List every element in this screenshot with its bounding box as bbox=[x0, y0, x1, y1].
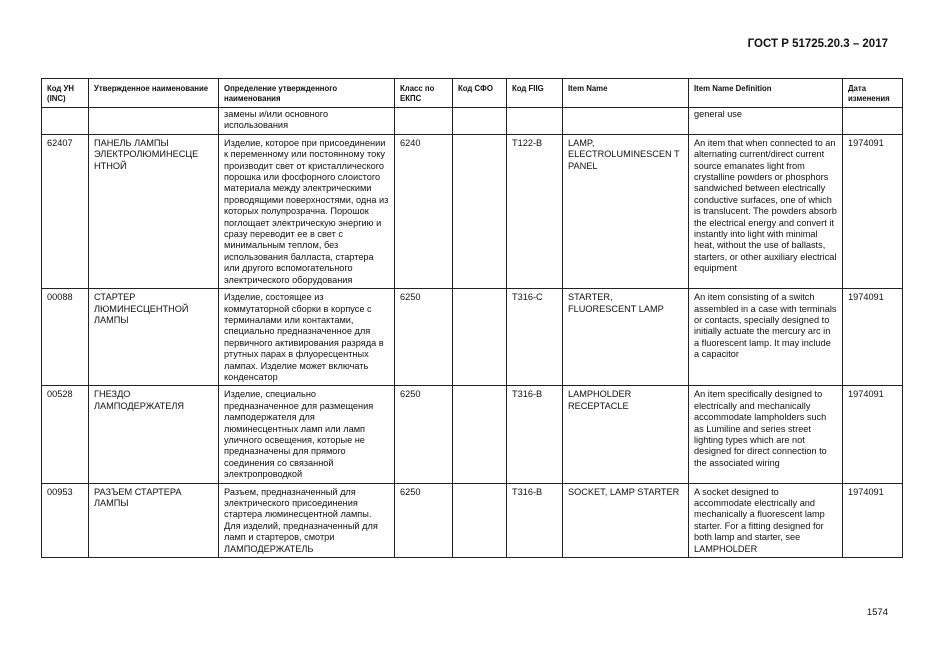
column-header-item-name-definition: Item Name Definition bbox=[689, 79, 843, 108]
cell-item-name: LAMPHOLDER RECEPTACLE bbox=[563, 386, 689, 483]
cell-class: 6250 bbox=[395, 289, 453, 386]
cell-inc: 00953 bbox=[42, 483, 89, 557]
column-header-approved-name: Утвержденное наименование bbox=[89, 79, 219, 108]
cell-item-name: STARTER, FLUORESCENT LAMP bbox=[563, 289, 689, 386]
column-header-item-name: Item Name bbox=[563, 79, 689, 108]
cell-class: 6240 bbox=[395, 134, 453, 288]
cell-date bbox=[843, 108, 903, 135]
table-row bbox=[42, 386, 903, 483]
cell-class bbox=[395, 108, 453, 135]
cell-inc: 00528 bbox=[42, 386, 89, 483]
cell-name-ru bbox=[89, 108, 219, 135]
cell-definition-ru: замены и/или основного использования bbox=[219, 108, 395, 135]
column-header-sfo: Код СФО bbox=[453, 79, 507, 108]
cell-date: 1974091 bbox=[843, 483, 903, 557]
cell-name-ru: СТАРТЕР ЛЮМИНЕСЦЕНТНОЙ ЛАМПЫ bbox=[89, 289, 219, 386]
cell-definition-en: general use bbox=[689, 108, 843, 135]
cell-date: 1974091 bbox=[843, 386, 903, 483]
cell-inc bbox=[42, 108, 89, 135]
cell-name-ru: ГНЕЗДО ЛАМПОДЕРЖАТЕЛЯ bbox=[89, 386, 219, 483]
cell-date: 1974091 bbox=[843, 289, 903, 386]
cell-definition-ru: Изделие, специально предназначенное для размещения ламподержателя для люминесцентных ламп или ламп уличного освещения, которые не предназначены для прямого соединения со связанной электропроводкой bbox=[219, 386, 395, 483]
cell-sfo bbox=[453, 483, 507, 557]
column-header-fiig: Код FIIG bbox=[507, 79, 563, 108]
document-id: ГОСТ Р 51725.20.3 – 2017 bbox=[747, 38, 888, 50]
cell-definition-en: An item that when connected to an alternating current/direct current source emanates light from crystalline powders or phosphors sandwiched between electrically conductive surfaces, one of which is translucent. The powders absorb the electrical energy and convert it instantly into light with minimal heat, without the use of ballasts, starters, or other auxiliary electrical equipment bbox=[689, 134, 843, 288]
table-row bbox=[42, 134, 903, 288]
table-row bbox=[42, 289, 903, 386]
cell-fiig: T316-B bbox=[507, 483, 563, 557]
cell-sfo bbox=[453, 108, 507, 135]
cell-sfo bbox=[453, 386, 507, 483]
column-header-inc: Код УН (INC) bbox=[42, 79, 89, 108]
table-row bbox=[42, 483, 903, 557]
table-row-continuation bbox=[42, 108, 903, 135]
cell-definition-en: A socket designed to accommodate electrically and mechanically a fluorescent lamp starter. For a fitting designed for both lamp and starter, see LAMPHOLDER bbox=[689, 483, 843, 557]
column-header-class: Класс по ЕКПС bbox=[395, 79, 453, 108]
cell-class: 6250 bbox=[395, 483, 453, 557]
cell-date: 1974091 bbox=[843, 134, 903, 288]
cell-item-name bbox=[563, 108, 689, 135]
column-header-definition: Определение утвержденного наименования bbox=[219, 79, 395, 108]
cell-inc: 00088 bbox=[42, 289, 89, 386]
cell-sfo bbox=[453, 289, 507, 386]
cell-item-name: SOCKET, LAMP STARTER bbox=[563, 483, 689, 557]
cell-definition-ru: Изделие, которое при присоединении к переменному или постоянному току производит свет от кристаллического порошка или фосфорного слоистого материала между электрическими проводящими поверхностями, одна из которых полупрозрачна. Порошок поглощает электрическую энергию и сразу переводит ее в свет с минимальным теплом, без использования балласта, стартера или другого вспомогательного электрического оборудования bbox=[219, 134, 395, 288]
cell-inc: 62407 bbox=[42, 134, 89, 288]
cell-fiig: T316-B bbox=[507, 386, 563, 483]
cell-fiig: T316-C bbox=[507, 289, 563, 386]
column-header-date: Дата изменения bbox=[843, 79, 903, 108]
cell-definition-en: An item consisting of a switch assembled in a case with terminals or contacts, specially designed to initially actuate the mercury arc in a fluorescent lamp. It may include a capacitor bbox=[689, 289, 843, 386]
cell-fiig bbox=[507, 108, 563, 135]
cell-fiig: T122-B bbox=[507, 134, 563, 288]
page-number: 1574 bbox=[866, 607, 888, 618]
cell-name-ru: ПАНЕЛЬ ЛАМПЫ ЭЛЕКТРОЛЮМИНЕСЦЕ НТНОЙ bbox=[89, 134, 219, 288]
cell-definition-en: An item specifically designed to electrically and mechanically accommodate lampholders such as Lumiline and series street lighting types which are not designed for direct connection to the associated wiring bbox=[689, 386, 843, 483]
nomenclature-table bbox=[41, 78, 903, 558]
cell-item-name: LAMP, ELECTROLUMINESCEN T PANEL bbox=[563, 134, 689, 288]
cell-definition-ru: Разъем, предназначенный для электрического присоединения стартера люминесцентной лампы. Для изделий, предназначенный для ламп и стартеров, смотри ЛАМПОДЕРЖАТЕЛЬ bbox=[219, 483, 395, 557]
cell-class: 6250 bbox=[395, 386, 453, 483]
cell-name-ru: РАЗЪЕМ СТАРТЕРА ЛАМПЫ bbox=[89, 483, 219, 557]
cell-sfo bbox=[453, 134, 507, 288]
cell-definition-ru: Изделие, состоящее из коммутаторной сборки в корпусе с терминалами или контактами, специально предназначенное для первичного активирования разряда в ртутных парах в флуоресцентных лампах. Изделие может включать конденсатор bbox=[219, 289, 395, 386]
table-header-row bbox=[42, 79, 903, 108]
